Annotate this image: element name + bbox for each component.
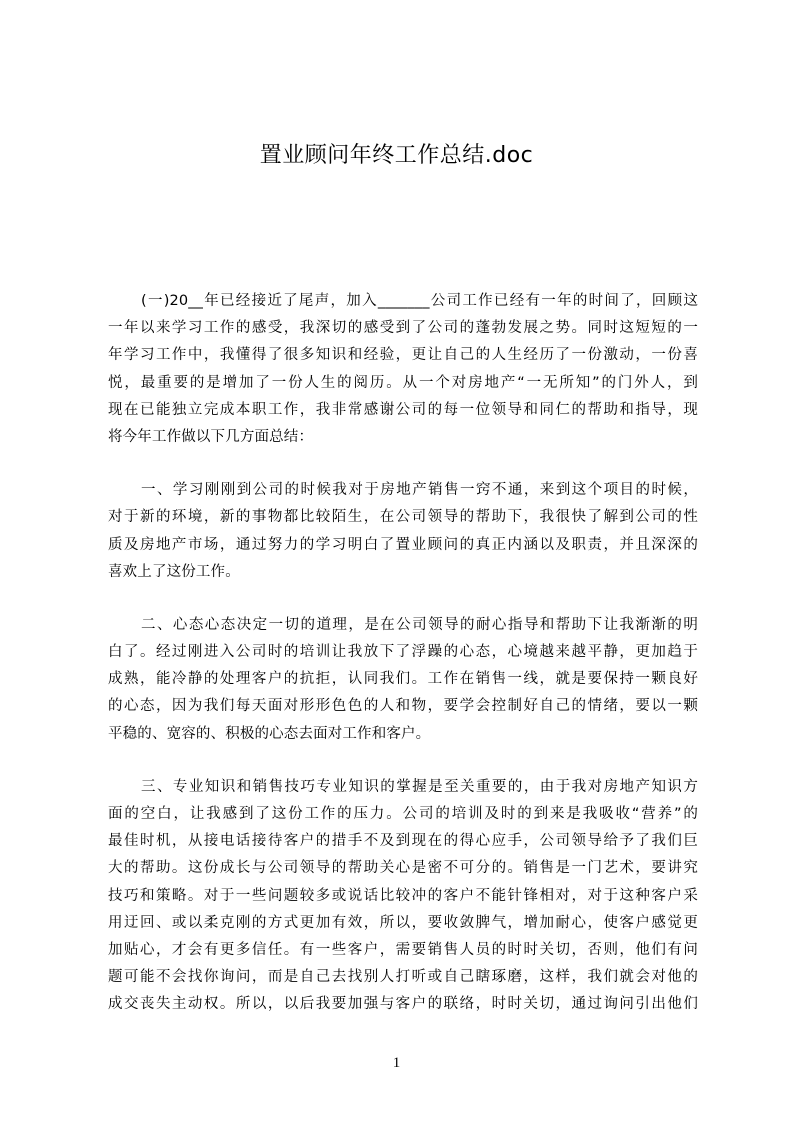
paragraph-intro [108,288,698,451]
paragraph-line: 题可能不会找你询问，而是自己去找别人打听或自己瞎琢磨，这样，我们就会对他的 [108,969,698,986]
paragraph-line: 平稳的、宽容的、积极的心态去面对工作和客户。 [108,725,431,742]
document-body [108,288,698,1024]
paragraph-line: 成熟，能冷静的处理客户的抗拒，认同我们。工作在销售一线，就是要保持一颗良好 [108,671,698,688]
paragraph-line: 三、专业知识和销售技巧专业知识的掌握是至关重要的，由于我对房地产知识方 [141,778,698,795]
paragraph-line: 将今年工作做以下几方面总结： [108,428,314,445]
paragraph-line: 一、学习刚刚到公司的时候我对于房地产销售一窍不通，来到这个项目的时候， [141,482,698,499]
paragraph-line: 大的帮助。这份成长与公司领导的帮助关心是密不可分的。销售是一门艺术，要讲究 [108,860,698,877]
page-number: 1 [392,1055,401,1071]
paragraph-line: 最佳时机，从接电话接待客户的措手不及到现在的得心应手，公司领导给予了我们巨 [108,833,698,850]
paragraph-line: 喜欢上了这份工作。 [108,563,240,580]
paragraph-mindset [108,612,698,748]
paragraph-line: 现在已能独立完成本职工作，我非常感谢公司的每一位领导和同仁的帮助和指导，现 [108,401,698,418]
paragraph-skills [108,774,698,1019]
paragraph-line: 加贴心，才会有更多信任。有一些客户，需要销售人员的时时关切，否则，他们有问 [108,941,698,958]
paragraph-line: 的心态，因为我们每天面对形形色色的人和物，要学会控制好自己的情绪，要以一颗 [108,698,698,715]
paragraph-study [108,477,698,586]
document-title: 置业顾问年终工作总结.doc [259,143,534,168]
paragraph-line: 年学习工作中，我懂得了很多知识和经验，更让自己的人生经历了一份激动，一份喜 [108,347,698,364]
paragraph-line: (一)20__年已经接近了尾声，加入_______公司工作已经有一年的时间了，回顾这 [141,293,698,309]
paragraph-line: 面的空白，让我感到了这份工作的压力。公司的培训及时的到来是我吸收“营养”的 [108,806,698,822]
paragraph-line: 一年以来学习工作的感受，我深切的感受到了公司的蓬勃发展之势。同时这短短的一 [108,320,698,337]
paragraph-line: 悦，最重要的是增加了一份人生的阅历。从一个对房地产“一无所知”的门外人，到 [108,374,698,391]
paragraph-line: 质及房地产市场，通过努力的学习明白了置业顾问的真正内涵以及职责，并且深深的 [108,536,698,553]
paragraph-line: 白了。经过刚进入公司时的培训让我放下了浮躁的心态，心境越来越平静，更加趋于 [108,644,698,661]
paragraph-line: 成交丧失主动权。所以，以后我要加强与客户的联络，时时关切，通过询问引出他们 [108,996,698,1013]
paragraph-line: 二、心态心态决定一切的道理，是在公司领导的耐心指导和帮助下让我渐渐的明 [141,616,698,633]
paragraph-line: 技巧和策略。对于一些问题较多或说话比较冲的客户不能针锋相对，对于这种客户采 [108,887,698,904]
paragraph-line: 对于新的环境，新的事物都比较陌生，在公司领导的帮助下，我很快了解到公司的性 [108,509,698,526]
paragraph-line: 用迂回、或以柔克刚的方式更加有效，所以，要收敛脾气，增加耐心，使客户感觉更 [108,914,698,931]
